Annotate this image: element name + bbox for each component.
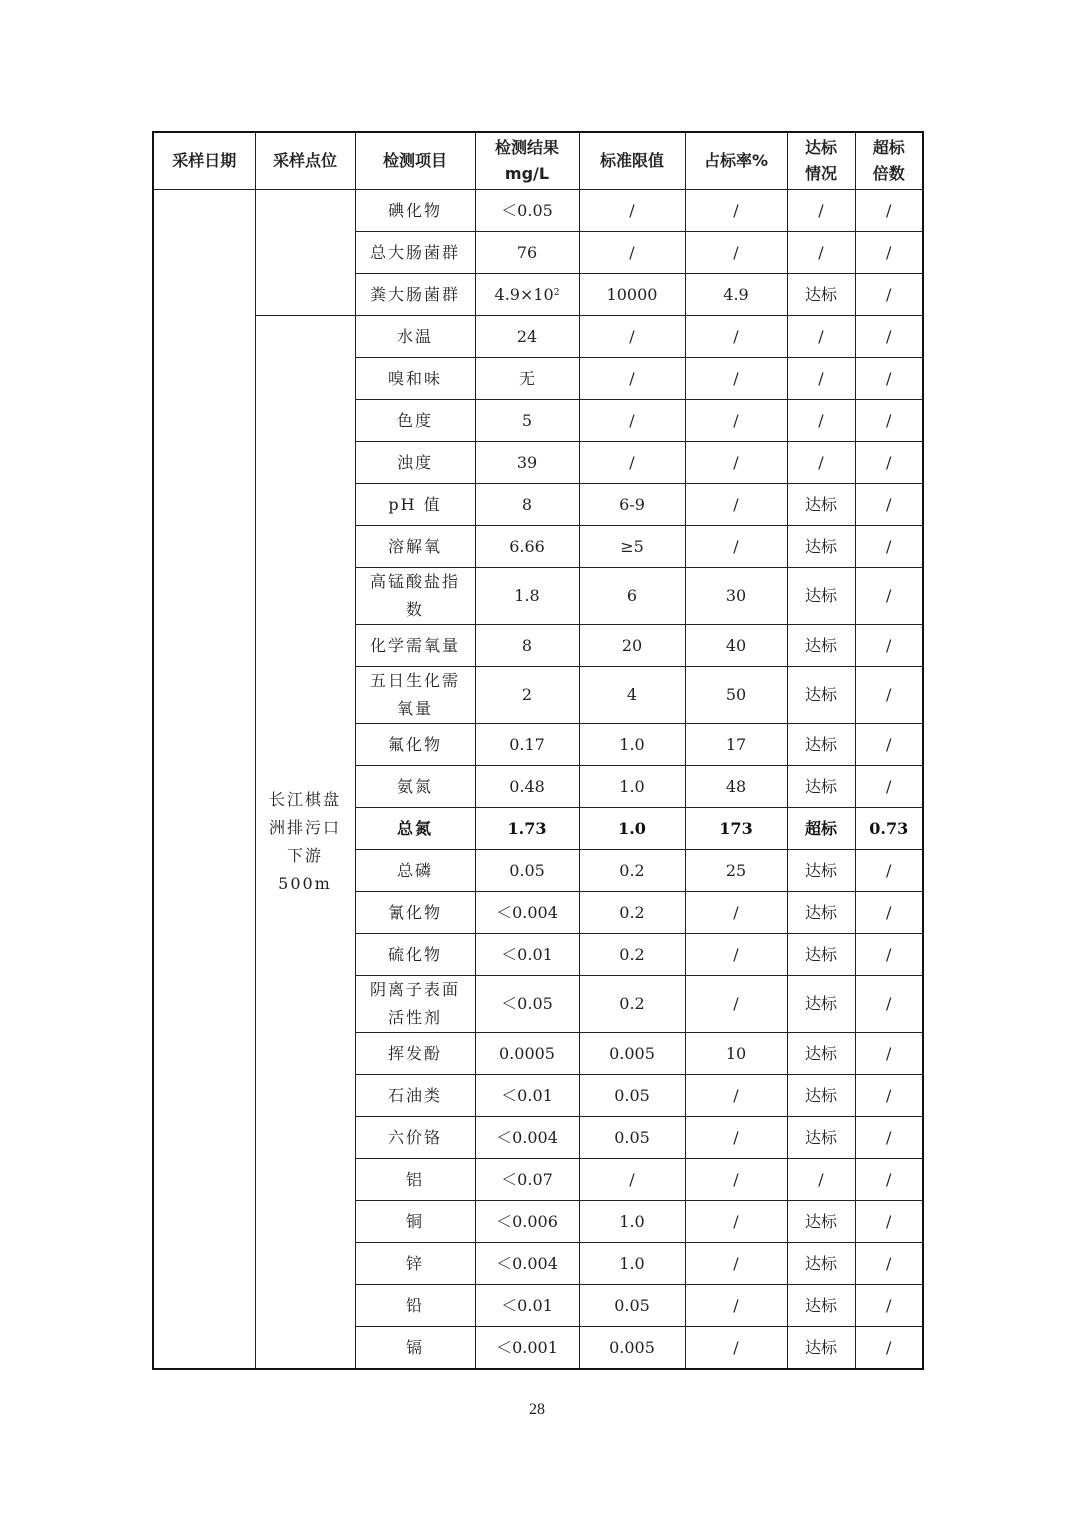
limit-cell: 0.05 [579,1285,685,1327]
ratio-cell: / [685,526,787,568]
limit-cell: 0.005 [579,1327,685,1370]
item-cell: 嗅和味 [355,358,475,400]
item-item-line1: 高锰酸盐指 [369,572,460,591]
result-cell: ＜0.004 [475,1117,579,1159]
result-cell: ＜0.004 [475,892,579,934]
item-cell: 粪大肠菌群 [355,274,475,316]
multiple-cell: / [855,316,923,358]
ratio-cell: 4.9 [685,274,787,316]
multiple-cell: / [855,1201,923,1243]
table-body [153,190,923,1370]
ratio-cell: / [685,358,787,400]
item-cell: 六价铬 [355,1117,475,1159]
header-status [787,132,855,190]
limit-cell: 0.2 [579,892,685,934]
item-cell: 氰化物 [355,892,475,934]
multiple-cell: / [855,526,923,568]
item-cell: 挥发酚 [355,1033,475,1075]
result-cell: 0.48 [475,766,579,808]
ratio-cell: / [685,892,787,934]
status-cell: 达标 [787,1075,855,1117]
item-cell: 总磷 [355,850,475,892]
date-cell [153,190,255,1370]
item-item-line1: 五日生化需 [369,671,460,690]
result-cell: 1.8 [475,568,579,625]
item-cell: 硫化物 [355,934,475,976]
multiple-cell: / [855,190,923,232]
ratio-cell: / [685,442,787,484]
result-cell: ＜0.05 [475,976,579,1033]
limit-cell: 10000 [579,274,685,316]
item-cell [355,976,475,1033]
item-item-line1: 阴离子表面 [369,980,460,999]
limit-cell: 0.005 [579,1033,685,1075]
limit-cell: 6 [579,568,685,625]
item-cell [355,667,475,724]
result-base: 4.9×10 [494,284,554,304]
limit-cell: / [579,190,685,232]
limit-cell: / [579,1159,685,1201]
item-cell: 锌 [355,1243,475,1285]
multiple-cell: / [855,625,923,667]
status-cell: / [787,1159,855,1201]
ratio-cell: 25 [685,850,787,892]
status-cell: / [787,232,855,274]
status-cell: 达标 [787,724,855,766]
status-cell: 达标 [787,526,855,568]
result-cell: 0.17 [475,724,579,766]
status-cell: 达标 [787,274,855,316]
item-item-line2: 氧量 [396,699,433,718]
location-cell [255,316,355,1370]
status-cell: 达标 [787,892,855,934]
limit-cell: 0.2 [579,976,685,1033]
status-cell: 达标 [787,934,855,976]
header-result-line1: 检测结果 [494,138,559,157]
status-cell: / [787,190,855,232]
item-cell: 氟化物 [355,724,475,766]
result-cell [475,274,579,316]
result-cell: 1.73 [475,808,579,850]
multiple-cell: / [855,1117,923,1159]
header-limit: 标准限值 [579,132,685,190]
multiple-cell: / [855,667,923,724]
ratio-cell: / [685,232,787,274]
limit-cell: 0.2 [579,850,685,892]
limit-cell: 1.0 [579,1201,685,1243]
limit-cell: 0.05 [579,1075,685,1117]
status-cell: 达标 [787,766,855,808]
ratio-cell: / [685,934,787,976]
status-cell: 达标 [787,667,855,724]
ratio-cell: / [685,1285,787,1327]
multiple-cell: / [855,850,923,892]
limit-cell: / [579,316,685,358]
limit-cell: / [579,442,685,484]
location-line1: 长江棋盘 [268,790,341,809]
multiple-cell: / [855,232,923,274]
ratio-cell: / [685,484,787,526]
status-cell: 达标 [787,1201,855,1243]
item-cell: 浊度 [355,442,475,484]
item-cell [355,568,475,625]
result-cell: 24 [475,316,579,358]
result-cell: 8 [475,625,579,667]
limit-cell: 1.0 [579,808,685,850]
item-cell: 石油类 [355,1075,475,1117]
result-exponent: 2 [553,287,560,298]
limit-cell: 4 [579,667,685,724]
header-status-line2: 情况 [804,164,837,183]
result-cell: 8 [475,484,579,526]
multiple-cell: / [855,934,923,976]
limit-cell: / [579,400,685,442]
item-cell: 铝 [355,1159,475,1201]
ratio-cell: / [685,316,787,358]
multiple-cell: / [855,766,923,808]
ratio-cell: 50 [685,667,787,724]
page-number: 28 [529,1401,545,1418]
ratio-cell: 10 [685,1033,787,1075]
status-cell: / [787,316,855,358]
status-cell: 达标 [787,1243,855,1285]
multiple-cell: / [855,358,923,400]
status-cell: 达标 [787,976,855,1033]
item-cell: pH 值 [355,484,475,526]
header-multiple-line1: 超标 [872,138,905,157]
limit-cell: 6-9 [579,484,685,526]
ratio-cell: 17 [685,724,787,766]
status-cell: 达标 [787,568,855,625]
header-result [475,132,579,190]
item-cell: 溶解氧 [355,526,475,568]
header-item: 检测项目 [355,132,475,190]
result-cell: 无 [475,358,579,400]
multiple-cell: / [855,1327,923,1370]
header-row [153,132,923,190]
water-quality-table [152,131,924,1370]
multiple-cell: 0.73 [855,808,923,850]
header-date: 采样日期 [153,132,255,190]
result-cell: ＜0.001 [475,1327,579,1370]
result-cell: 5 [475,400,579,442]
status-cell: 达标 [787,1033,855,1075]
header-multiple-line2: 倍数 [872,164,905,183]
header-result-line2: mg/L [504,164,550,183]
ratio-cell: 30 [685,568,787,625]
header-ratio: 占标率% [685,132,787,190]
multiple-cell: / [855,274,923,316]
item-cell: 氨氮 [355,766,475,808]
status-cell: 达标 [787,625,855,667]
result-cell: 0.05 [475,850,579,892]
ratio-cell: / [685,1243,787,1285]
result-cell: 2 [475,667,579,724]
item-cell: 总大肠菌群 [355,232,475,274]
result-cell: ＜0.01 [475,934,579,976]
multiple-cell: / [855,484,923,526]
item-cell: 水温 [355,316,475,358]
location-cell-prev [255,190,355,316]
item-cell: 总氮 [355,808,475,850]
status-cell: / [787,358,855,400]
result-cell: 0.0005 [475,1033,579,1075]
ratio-cell: / [685,1159,787,1201]
item-cell: 碘化物 [355,190,475,232]
multiple-cell: / [855,568,923,625]
item-item-line2: 数 [405,600,424,619]
result-cell: 6.66 [475,526,579,568]
ratio-cell: / [685,1201,787,1243]
status-cell: / [787,400,855,442]
status-cell: 达标 [787,484,855,526]
ratio-cell: / [685,976,787,1033]
multiple-cell: / [855,724,923,766]
item-item-line2: 活性剂 [387,1008,442,1027]
item-cell: 色度 [355,400,475,442]
status-cell: 达标 [787,1327,855,1370]
ratio-cell: 173 [685,808,787,850]
multiple-cell: / [855,1285,923,1327]
header-status-line1: 达标 [804,138,837,157]
ratio-cell: / [685,190,787,232]
header-multiple [855,132,923,190]
item-cell: 镉 [355,1327,475,1370]
result-cell: ＜0.004 [475,1243,579,1285]
ratio-cell: 48 [685,766,787,808]
result-cell: 39 [475,442,579,484]
header-location: 采样点位 [255,132,355,190]
result-cell: 76 [475,232,579,274]
item-cell: 化学需氧量 [355,625,475,667]
status-cell: 达标 [787,1285,855,1327]
result-cell: ＜0.01 [475,1285,579,1327]
status-cell: 达标 [787,850,855,892]
multiple-cell: / [855,442,923,484]
status-cell: 超标 [787,808,855,850]
result-cell: ＜0.05 [475,190,579,232]
ratio-cell: / [685,1117,787,1159]
result-cell: ＜0.07 [475,1159,579,1201]
multiple-cell: / [855,892,923,934]
multiple-cell: / [855,1243,923,1285]
location-line2: 洲排污口 [268,818,341,837]
result-cell: ＜0.006 [475,1201,579,1243]
status-cell: 达标 [787,1117,855,1159]
multiple-cell: / [855,976,923,1033]
limit-cell: / [579,358,685,400]
ratio-cell: / [685,1075,787,1117]
limit-cell: / [579,232,685,274]
limit-cell: 1.0 [579,724,685,766]
multiple-cell: / [855,1033,923,1075]
limit-cell: 20 [579,625,685,667]
limit-cell: 0.2 [579,934,685,976]
item-cell: 铜 [355,1201,475,1243]
multiple-cell: / [855,1075,923,1117]
status-cell: / [787,442,855,484]
result-cell: ＜0.01 [475,1075,579,1117]
multiple-cell: / [855,400,923,442]
multiple-cell: / [855,1159,923,1201]
limit-cell: 1.0 [579,766,685,808]
table-row [153,190,923,232]
ratio-cell: / [685,1327,787,1370]
ratio-cell: 40 [685,625,787,667]
item-cell: 铅 [355,1285,475,1327]
table-row [153,316,923,358]
limit-cell: 0.05 [579,1117,685,1159]
limit-cell: ≥5 [579,526,685,568]
ratio-cell: / [685,400,787,442]
location-line3: 下游 500m [278,846,332,893]
limit-cell: 1.0 [579,1243,685,1285]
